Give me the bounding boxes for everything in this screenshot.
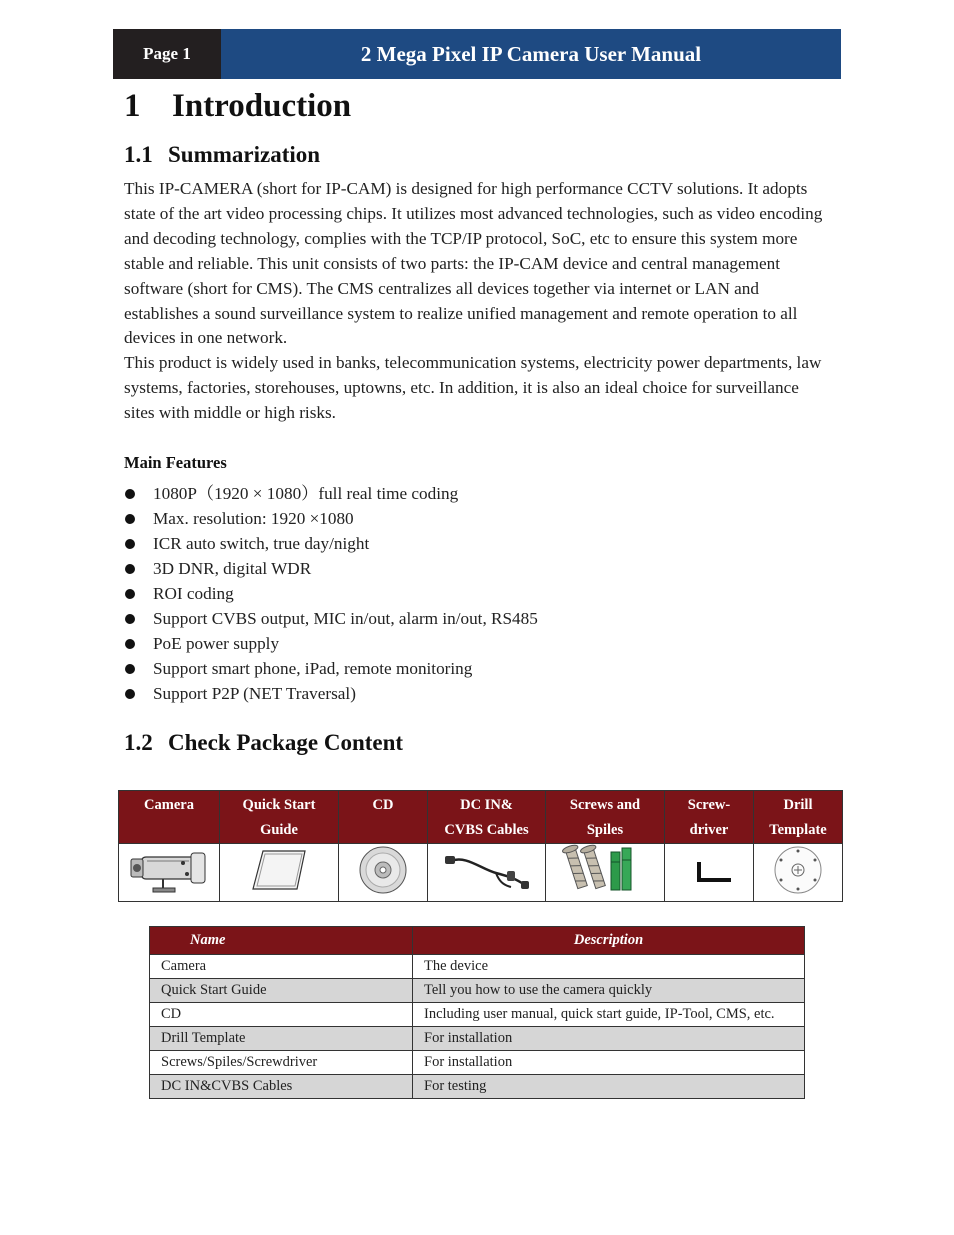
chapter-title: Introduction — [172, 88, 352, 124]
list-item — [124, 507, 538, 532]
feature-text: ROI coding — [153, 584, 234, 603]
item-name-cell: DC IN&CVBS Cables — [150, 1075, 413, 1099]
header-line: Quick Start — [242, 797, 316, 813]
camera-icon — [123, 845, 215, 895]
item-description-cell: Including user manual, quick start guide, IP-Tool, CMS, etc. — [413, 1003, 805, 1027]
table-row — [150, 1003, 805, 1027]
feature-text: 1080P（1920 × 1080）full real time coding — [153, 484, 459, 503]
header-line: DC IN& — [460, 797, 513, 813]
package-content-table — [118, 790, 843, 902]
bullet-icon — [125, 614, 135, 624]
list-item — [124, 682, 538, 707]
package-description-table — [149, 926, 805, 1099]
table-row — [150, 979, 805, 1003]
feature-text: 3D DNR, digital WDR — [153, 559, 312, 578]
item-name-cell: CD — [150, 1003, 413, 1027]
table-row — [119, 844, 843, 902]
section-number: 1.1 — [124, 142, 153, 167]
feature-text: ICR auto switch, true day/night — [153, 534, 370, 553]
cable-icon — [441, 847, 533, 893]
list-item — [124, 582, 538, 607]
list-item — [124, 632, 538, 657]
item-name-cell: Quick Start Guide — [150, 979, 413, 1003]
table-row — [150, 1051, 805, 1075]
summary-paragraph-2: This product is widely used in banks, telecommunication systems, electricity power departments, law systems, factories, storehouses, uptowns, etc. In addition, it is also an ideal choice for surveillance sites with middle or high risks. — [124, 353, 822, 423]
item-name-cell: Camera — [150, 955, 413, 979]
list-item — [124, 557, 538, 582]
item-description-cell: For testing — [413, 1075, 805, 1099]
list-item — [124, 532, 538, 557]
list-item — [124, 482, 538, 507]
section-title: Summarization — [168, 142, 321, 167]
bullet-icon — [125, 489, 135, 499]
section-number: 1.2 — [124, 730, 153, 755]
bullet-icon — [125, 539, 135, 549]
bullet-icon — [125, 514, 135, 524]
bullet-icon — [125, 664, 135, 674]
drill-template-icon — [770, 844, 826, 896]
package-image-cell — [546, 844, 665, 902]
chapter-heading — [124, 88, 351, 125]
table-header-cell — [546, 791, 665, 844]
name-column-header: Name — [150, 927, 413, 955]
guide-icon — [249, 847, 309, 893]
page-number-label: Page 1 — [113, 29, 221, 79]
list-item — [124, 607, 538, 632]
package-image-cell — [754, 844, 843, 902]
table-header-row — [119, 791, 843, 844]
table-header-cell — [119, 791, 220, 844]
item-description-cell: For installation — [413, 1027, 805, 1051]
package-image-cell — [220, 844, 339, 902]
summary-text — [124, 177, 824, 426]
feature-text: Support smart phone, iPad, remote monitoring — [153, 659, 473, 678]
package-image-cell — [119, 844, 220, 902]
item-name-cell: Drill Template — [150, 1027, 413, 1051]
chapter-number: 1 — [124, 88, 141, 124]
item-name-cell: Screws/Spiles/Screwdriver — [150, 1051, 413, 1075]
description-column-header: Description — [413, 927, 805, 955]
main-features-label: Main Features — [124, 453, 227, 472]
table-row — [150, 955, 805, 979]
section-heading-package — [124, 730, 403, 756]
table-header-cell — [428, 791, 546, 844]
table-header-cell — [754, 791, 843, 844]
list-item — [124, 657, 538, 682]
table-row — [150, 1075, 805, 1099]
screwdriver-icon — [679, 850, 739, 890]
header-line: CD — [372, 797, 394, 813]
table-header-cell — [665, 791, 754, 844]
item-description-cell: For installation — [413, 1051, 805, 1075]
header-line: Template — [769, 822, 827, 838]
header-line: Camera — [144, 797, 194, 813]
feature-text: PoE power supply — [153, 634, 280, 653]
manual-title: 2 Mega Pixel IP Camera User Manual — [221, 29, 841, 79]
bullet-icon — [125, 589, 135, 599]
package-image-cell — [665, 844, 754, 902]
header-line: CVBS Cables — [444, 822, 529, 838]
bullet-icon — [125, 639, 135, 649]
page-header — [113, 29, 841, 79]
package-image-cell — [339, 844, 428, 902]
header-line: Guide — [260, 822, 298, 838]
header-line: Screw- — [687, 797, 731, 813]
feature-text: Max. resolution: 1920 ×1080 — [153, 509, 354, 528]
feature-text: Support CVBS output, MIC in/out, alarm in/out, RS485 — [153, 609, 538, 628]
cd-icon — [357, 844, 409, 896]
table-header-cell — [339, 791, 428, 844]
item-description-cell: Tell you how to use the camera quickly — [413, 979, 805, 1003]
bullet-icon — [125, 689, 135, 699]
header-line: Screws and — [569, 797, 641, 813]
package-image-cell — [428, 844, 546, 902]
item-description-cell: The device — [413, 955, 805, 979]
table-header-row — [150, 927, 805, 955]
header-line: Spiles — [586, 822, 624, 838]
header-line: Drill — [783, 797, 813, 813]
table-row — [150, 1027, 805, 1051]
features-list — [124, 482, 538, 707]
feature-text: Support P2P (NET Traversal) — [153, 684, 356, 703]
table-header-cell — [220, 791, 339, 844]
section-heading-summarization — [124, 142, 320, 168]
screws-icon — [559, 844, 651, 896]
header-line: driver — [689, 822, 729, 838]
summary-paragraph-1: This IP-CAMERA (short for IP-CAM) is designed for high performance CCTV solutions. It adopts state of the art video processing chips. It utilizes most advanced technologies, such as video encoding and decoding technology, complies with the TCP/IP protocol, SoC, etc to ensure this system more stable and reliable. This unit consists of two parts: the IP-CAM device and central management software (short for CMS). The CMS centralizes all devices together via internet or LAN and establishes a sound surveillance system to realize unified management and remote operation to all devices in one network. — [124, 179, 823, 348]
section-title: Check Package Content — [168, 730, 404, 755]
bullet-icon — [125, 564, 135, 574]
